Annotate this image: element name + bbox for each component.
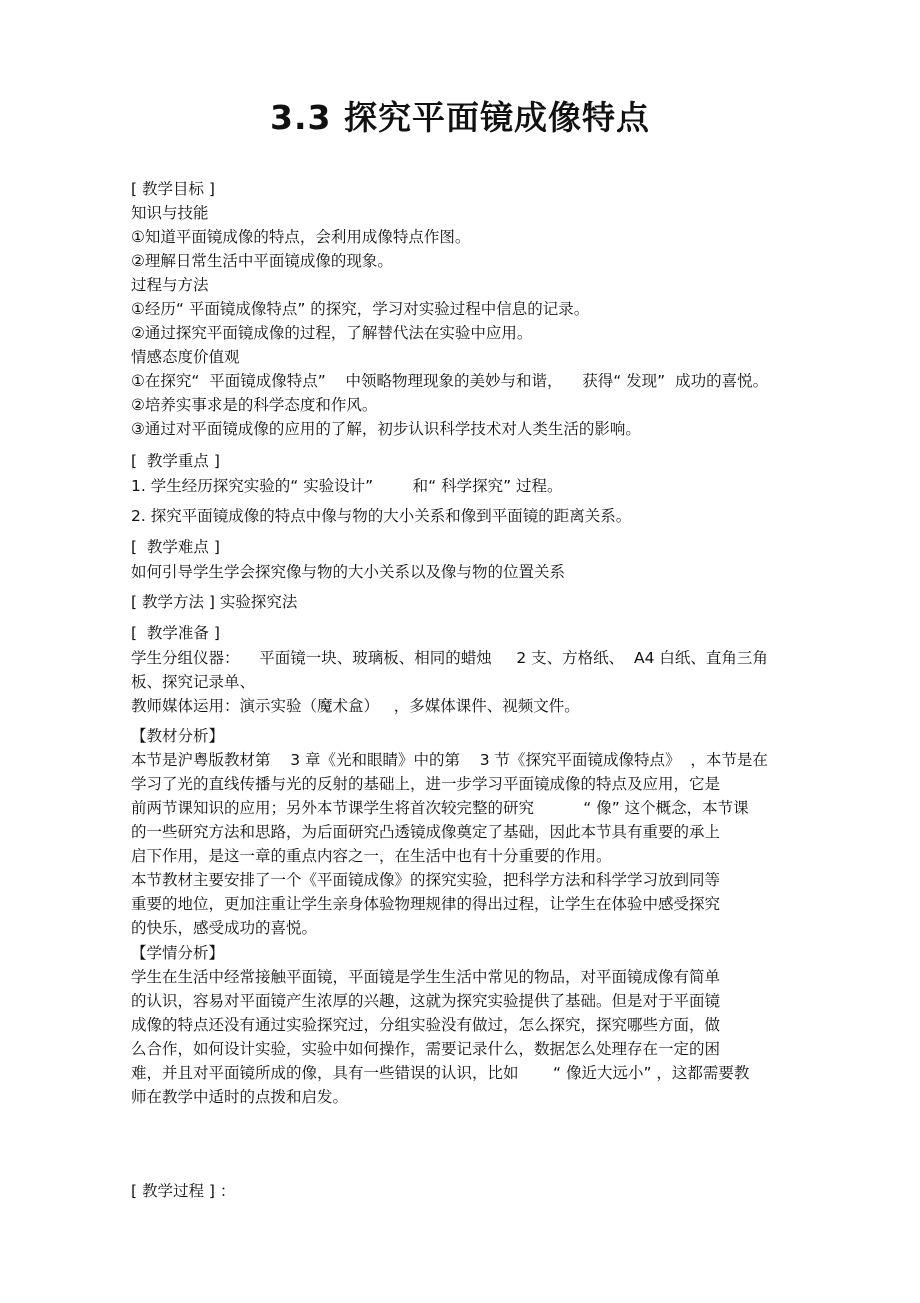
text-line: 重要的地位，更加注重让学生亲身体验物理规律的得出过程，让学生在体验中感受探究: [131, 895, 721, 913]
text-line: 如何引导学生学会探究像与物的大小关系以及像与物的位置关系: [131, 563, 566, 581]
section-heading-student-analysis: 【学情分析】: [131, 944, 225, 962]
subheading-attitude: 情感态度价值观: [131, 348, 240, 366]
text-line: ②培养实事求是的科学态度和作风。: [131, 396, 378, 414]
document-title: 3.3 探究平面镜成像特点: [270, 98, 650, 137]
text-line: ②理解日常生活中平面镜成像的现象。: [131, 252, 393, 270]
text-line: 的快乐，感受成功的喜悦。: [131, 919, 318, 937]
text-line: 前两节课知识的应用；另外本节课学生将首次较完整的研究 “ 像” 这个概念，本节课: [131, 799, 749, 817]
text-line: ①在探究“ 平面镜成像特点” 中领略物理现象的美妙与和谐， 获得“ 发现” 成功的喜悦。: [131, 372, 769, 390]
subheading-knowledge: 知识与技能: [131, 204, 209, 222]
text-line: 1. 学生经历探究实验的“ 实验设计” 和“ 科学探究” 过程。: [131, 477, 563, 495]
subheading-process: 过程与方法: [131, 276, 209, 294]
section-heading-difficulties: [ 教学难点 ]: [131, 538, 220, 556]
text-line: 学生分组仪器： 平面镜一块、玻璃板、相同的蜡烛 2 支、方格纸、 A4 白纸、直角三角: [131, 649, 768, 667]
text-line: 的认识，容易对平面镜产生浓厚的兴趣，这就为探究实验提供了基础。但是对于平面镜: [131, 992, 721, 1010]
section-heading-key-points: [ 教学重点 ]: [131, 452, 220, 470]
section-heading-methods: [ 教学方法 ] 实验探究法: [131, 593, 298, 611]
text-line: 的一些研究方法和思路，为后面研究凸透镜成像奠定了基础，因此本节具有重要的承上: [131, 823, 721, 841]
section-heading-preparation: [ 教学准备 ]: [131, 624, 220, 642]
section-heading-objectives: [ 教学目标 ]: [131, 180, 215, 198]
text-line: ①知道平面镜成像的特点，会利用成像特点作图。: [131, 228, 471, 246]
text-line: 成像的特点还没有通过实验探究过，分组实验没有做过，怎么探究，探究哪些方面，做: [131, 1016, 721, 1034]
text-line: 启下作用，是这一章的重点内容之一，在生活中也有十分重要的作用。: [131, 847, 612, 865]
text-line: ②通过探究平面镜成像的过程，了解替代法在实验中应用。: [131, 324, 533, 342]
text-line: 本节教材主要安排了一个《平面镜成像》的探究实验，把科学方法和科学学习放到同等: [131, 871, 721, 889]
text-line: 板、探究记录单、: [131, 673, 256, 691]
text-line: 师在教学中适时的点拨和启发。: [131, 1088, 349, 1106]
text-line: 2. 探究平面镜成像的特点中像与物的大小关系和像到平面镜的距离关系。: [131, 507, 632, 525]
text-line: 学生在生活中经常接触平面镜，平面镜是学生生活中常见的物品，对平面镜成像有简单: [131, 968, 721, 986]
section-heading-teaching-process: [ 教学过程 ] ：: [131, 1182, 236, 1200]
text-line: ③通过对平面镜成像的应用的了解，初步认识科学技术对人类生活的影响。: [131, 420, 641, 438]
text-line: ①经历“ 平面镜成像特点” 的探究，学习对实验过程中信息的记录。: [131, 300, 590, 318]
text-line: 么合作，如何设计实验，实验中如何操作，需要记录什么，数据怎么处理存在一定的困: [131, 1040, 721, 1058]
section-heading-textbook-analysis: 【教材分析】: [131, 727, 225, 745]
text-line: 难，并且对平面镜所成的像，具有一些错误的认识，比如 “ 像近大远小” ，这都需要教: [131, 1064, 750, 1082]
text-line: 本节是沪粤版教材第 3 章《光和眼睛》中的第 3 节《探究平面镜成像特点》 ，本节是在: [131, 751, 768, 769]
text-line: 教师媒体运用：演示实验（魔术盒） ，多媒体课件、视频文件。: [131, 697, 580, 715]
text-line: 学习了光的直线传播与光的反射的基础上，进一步学习平面镜成像的特点及应用，它是: [131, 775, 721, 793]
